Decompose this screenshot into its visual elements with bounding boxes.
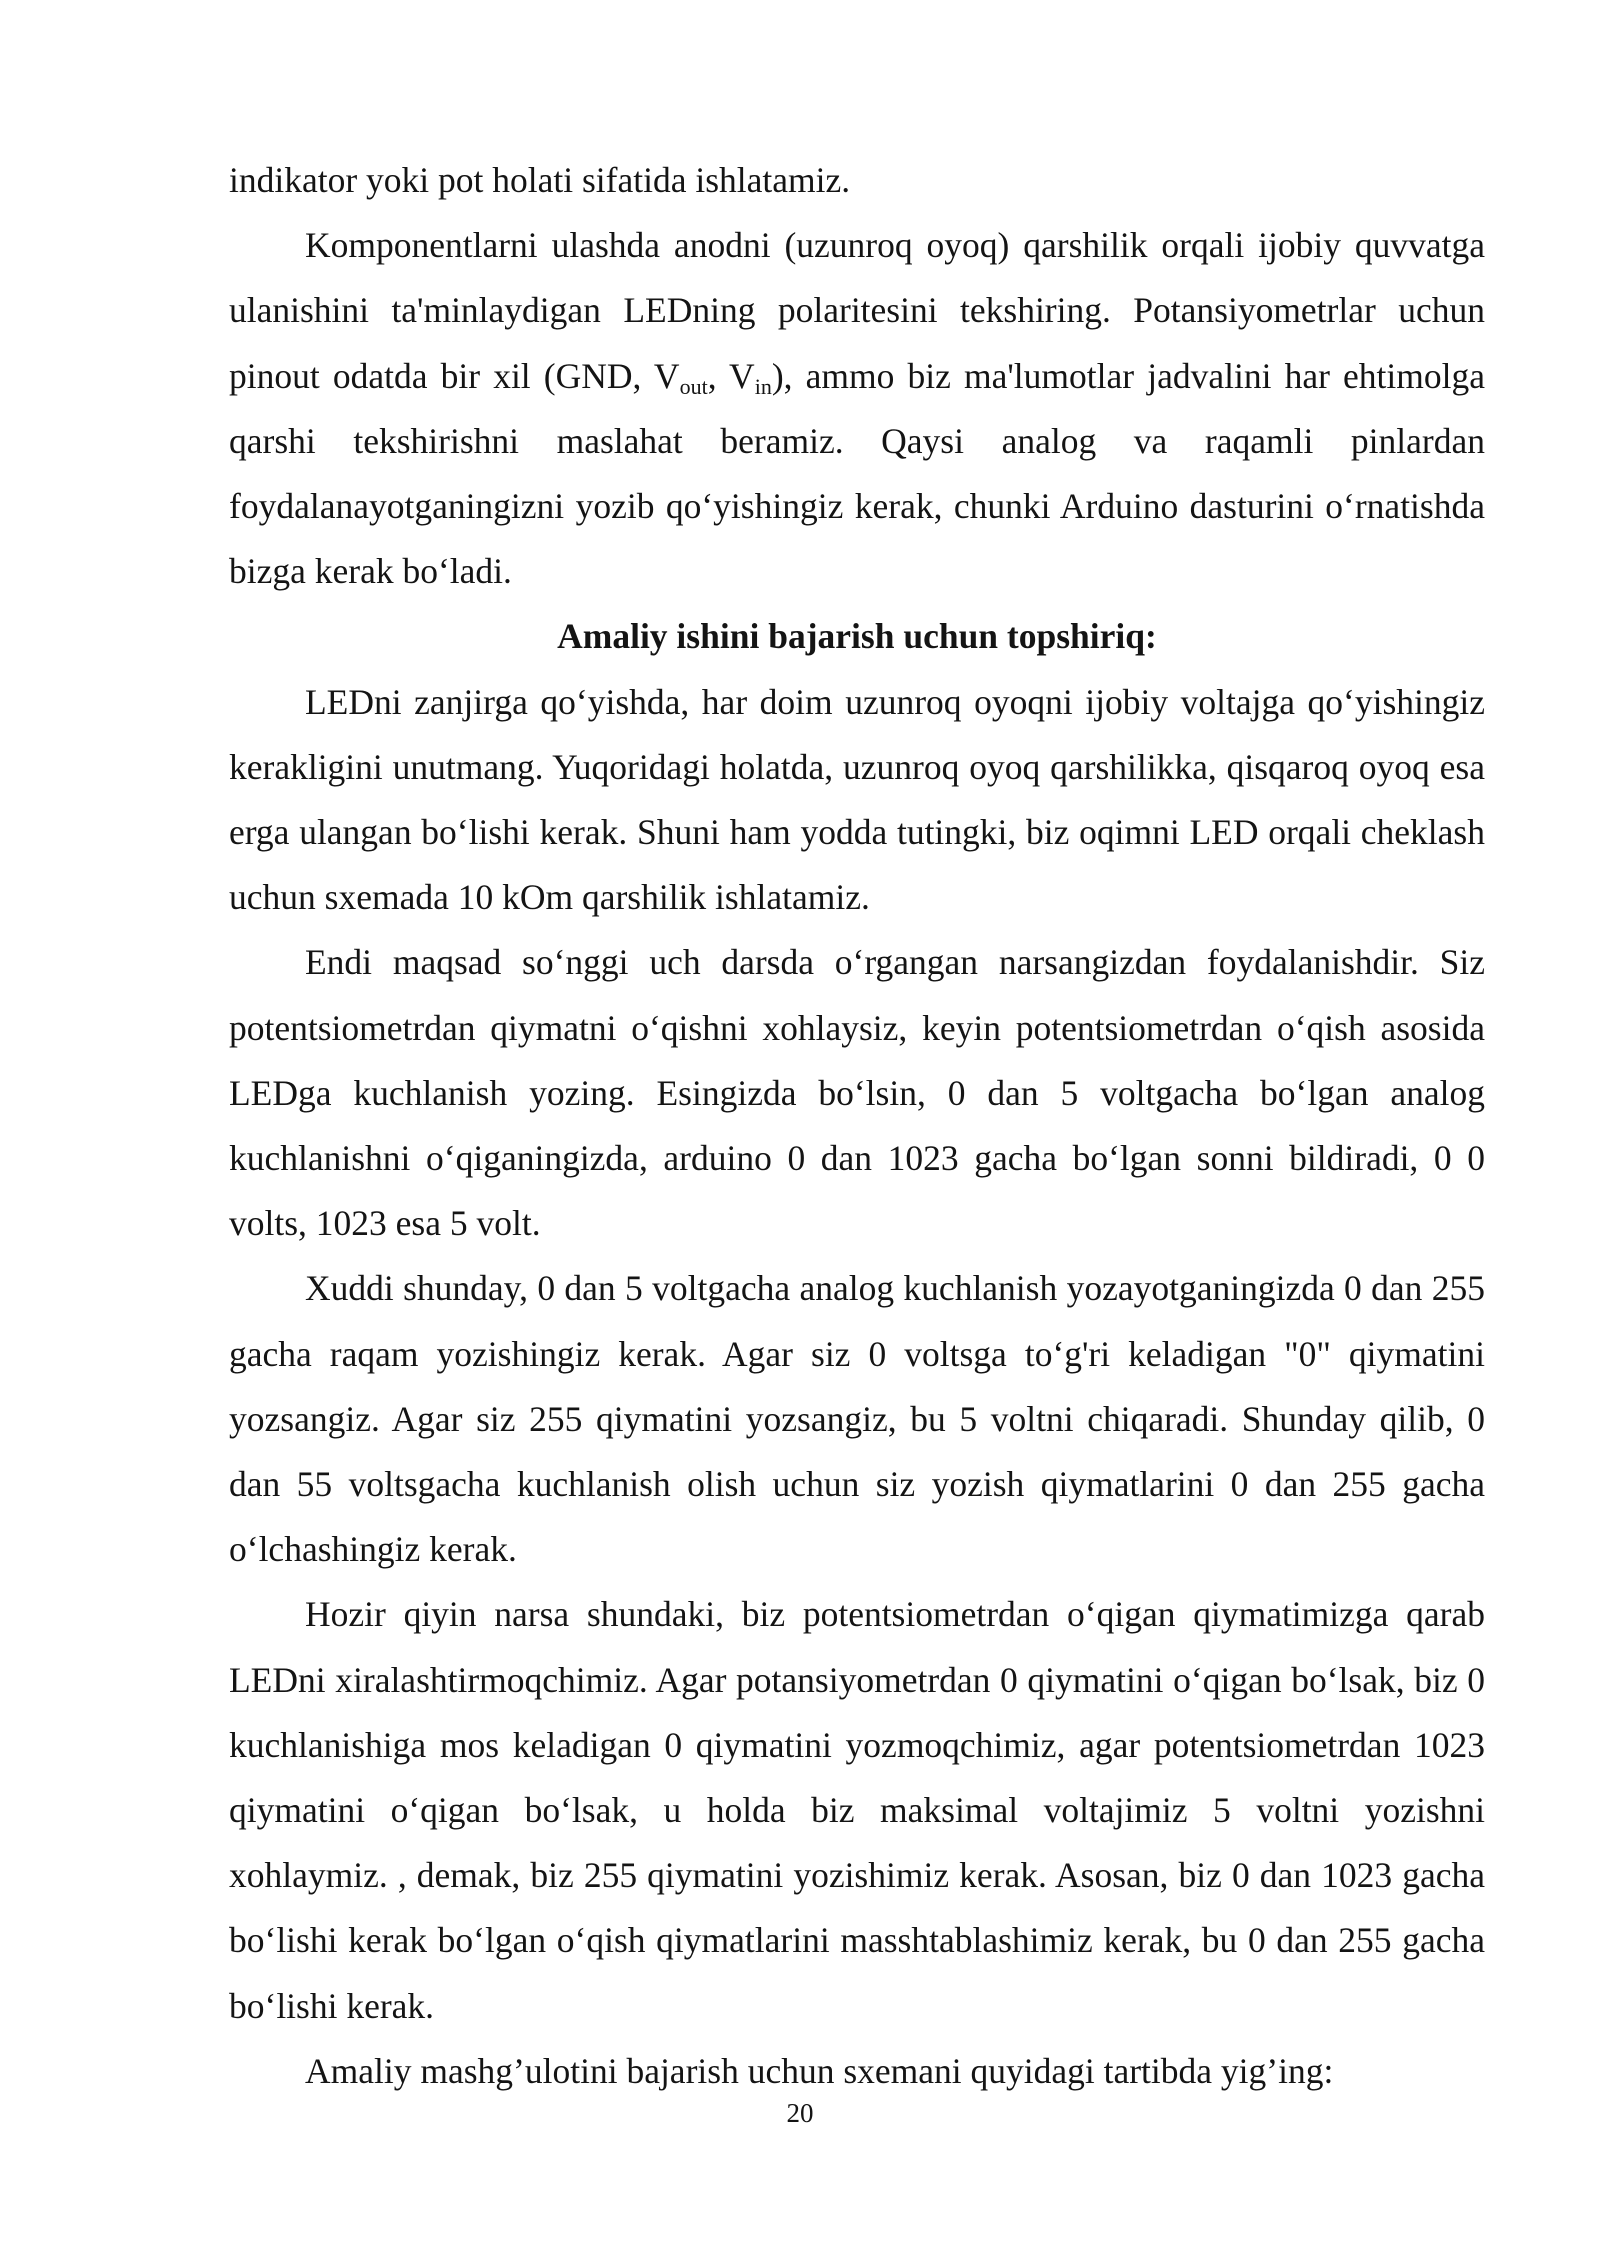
paragraph-led-polarity	[229, 670, 1485, 931]
page-number: 20	[786, 2098, 814, 2128]
paragraph-assembly	[229, 2039, 1485, 2104]
paragraph-text: LEDni zanjirga qo‘yishda, har doim uzunroq oyoqni ijobiy voltajga qo‘yishingiz kerakligini unutmang. Yuqoridagi holatda, uzunroq oyoq qarshilikka, qisqaroq oyoq esa erga ulangan bo‘lishi kerak. Shuni ham yodda tutingki, biz oqimni LED orqali cheklash uchun sxemada 10 kOm qarshilik ishlatamiz.	[229, 681, 1485, 918]
section-heading: Amaliy ishini bajarish uchun topshiriq:	[557, 616, 1157, 657]
paragraph-components	[229, 213, 1485, 604]
paragraph-text: Hozir qiyin narsa shundaki, biz potentsiometrdan o‘qigan qiymatimizga qarab LEDni xiralashtirmoqchimiz. Agar potansiyometrdan 0 qiymatini o‘qigan bo‘lsak, biz 0 kuchlanishiga mos keladigan 0 qiymatini yozmoqchimiz, agar potentsiometrdan 1023 qiymatini o‘qigan bo‘lsak, u holda biz maksimal voltajimiz 5 voltni yozishni xohlaymiz. , demak, biz 255 qiymatini yozishimiz kerak. Asosan, biz 0 dan 1023 gacha bo‘lishi kerak bo‘lgan o‘qish qiymatlarini masshtablashimiz kerak, bu 0 dan 255 gacha bo‘lishi kerak.	[229, 1594, 1485, 2026]
paragraph-goal	[229, 930, 1485, 1256]
paragraph-text: indikator yoki pot holati sifatida ishlatamiz.	[229, 160, 851, 200]
paragraph-text: , V	[707, 355, 755, 396]
paragraph-continuation	[229, 148, 1485, 213]
paragraph-text: Amaliy mashg’ulotini bajarish uchun sxemani quyidagi tartibda yig’ing:	[305, 2050, 1334, 2091]
paragraph-text: Xuddi shunday, 0 dan 5 voltgacha analog kuchlanish yozayotganingizda 0 dan 255 gacha raqam yozishingiz kerak. Agar siz 0 voltsga to‘g'ri keladigan "0" qiymatini yozsangiz. Agar siz 255 qiymatini yozsangiz, bu 5 voltni chiqaradi. Shunday qilib, 0 dan 55 voltsgacha kuchlanish olish uchun siz yozish qiymatlarini 0 dan 255 gacha o‘lchashingiz kerak.	[229, 1268, 1485, 1570]
paragraph-text: Komponentlarni ulashda anodni (uzunroq oyoq) qarshilik orqali ijobiy quvvatga ulanishini ta'minlaydigan LEDning polaritesini tekshiring. Potansiyometrlar uchun pinout odatda bir xil (GND, V	[229, 225, 1485, 396]
paragraph-text: ), ammo biz ma'lumotlar jadvalini har ehtimolga qarshi tekshirishni maslahat beramiz. Qaysi analog va raqamli pinlardan foydalanayotganingizni yozib qo‘yishingiz kerak, chunki Arduino dasturini o‘rnatishda bizga kerak bo‘ladi.	[229, 355, 1486, 592]
subscript-out: out	[679, 373, 708, 399]
subscript-in: in	[754, 373, 772, 399]
paragraph-analog-write	[229, 1256, 1485, 1582]
paragraph-scaling	[229, 1582, 1485, 2038]
page-body	[229, 148, 1485, 2104]
paragraph-text: Endi maqsad so‘nggi uch darsda o‘rgangan narsangizdan foydalanishdir. Siz potentsiometrdan qiymatni o‘qishni xohlaysiz, keyin potentsiometrdan o‘qish asosida LEDga kuchlanish yozing. Esingizda bo‘lsin, 0 dan 5 voltgacha bo‘lgan analog kuchlanishni o‘qiganingizda, arduino 0 dan 1023 gacha bo‘lgan sonni bildiradi, 0 0 volts, 1023 esa 5 volt.	[229, 942, 1485, 1244]
